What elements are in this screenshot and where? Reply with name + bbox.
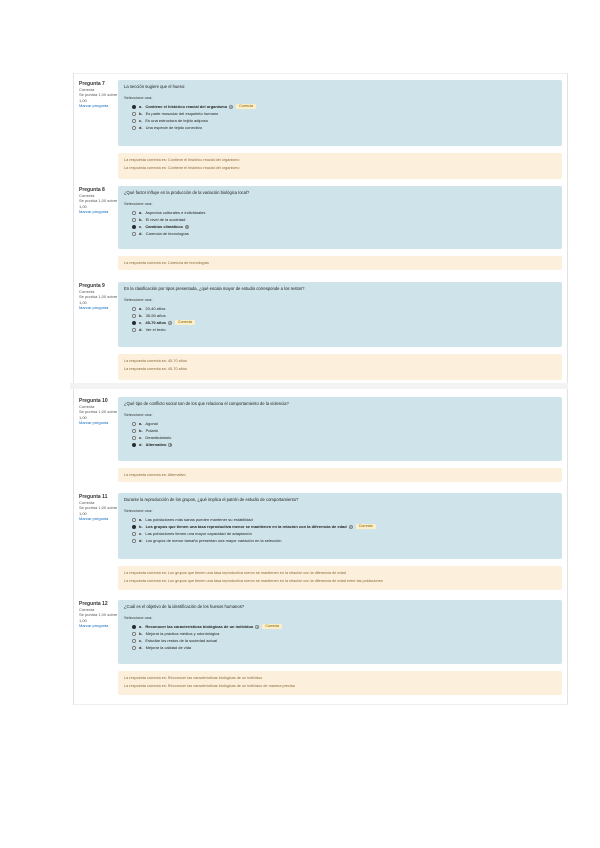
answer-option[interactable]: a. Reconocer las características biológicas de un individuo ✓ Correcta (132, 623, 556, 630)
check-icon: ✓ (230, 104, 233, 109)
question-number: Pregunta 9 (79, 283, 105, 289)
quiz-page-1 (73, 73, 568, 384)
correct-answer-text: La respuesta correcta es: Los grupos que tienen una tasa reproductiva menor se mantienen en la relación con la diferencia de edad entre las poblaciones (124, 579, 383, 583)
correct-answer-text: La respuesta correcta es: Carencia de tecnologías (124, 261, 209, 265)
radio-button[interactable] (132, 314, 136, 318)
radio-button[interactable] (132, 639, 136, 643)
answer-option[interactable]: c. 45-70 años ✓ Correcta (132, 319, 556, 326)
question-text: Durante la reproducción de los grupos, ¿qué implica el patrón de estudio de comportamiento? (124, 497, 299, 502)
check-icon: ✓ (169, 320, 172, 325)
radio-button[interactable] (132, 429, 136, 433)
question-formulation (118, 80, 562, 146)
question-score: Se puntúa 1,00 sobre 1,00 (79, 92, 118, 103)
question-score: Se puntúa 1,00 sobre 1,00 (79, 294, 118, 305)
answer-option[interactable]: d. Los grupos de menor tamaño presentan una mayor variación en la selección (132, 537, 556, 544)
answer-option[interactable]: c. Deambulatorio (132, 434, 556, 441)
check-icon: ✓ (256, 624, 259, 629)
radio-button[interactable] (132, 518, 136, 522)
radio-button[interactable] (132, 119, 136, 123)
answer-prompt: Seleccione una: (124, 508, 153, 513)
answer-prompt: Seleccione una: (124, 615, 153, 620)
answer-prompt: Seleccione una: (124, 95, 153, 100)
answer-prompt: Seleccione una: (124, 412, 153, 417)
question-status: Correcta (79, 500, 95, 506)
answer-option[interactable]: d. Carencia de tecnologías (132, 230, 556, 237)
cross-icon: ✕ (185, 224, 189, 229)
correct-answer-text: La respuesta correcta es: Los grupos que tienen una tasa reproductiva menor se mantienen en la relación con la diferencia de edad (124, 571, 346, 575)
answer-prompt: Seleccione una: (124, 201, 153, 206)
question-score: Se puntúa 1,00 sobre 1,00 (79, 409, 118, 420)
radio-button[interactable] (132, 436, 136, 440)
answer-option[interactable]: b. 35-50 años (132, 312, 556, 319)
radio-button[interactable] (132, 218, 136, 222)
question-info (79, 602, 119, 628)
question-number: Pregunta 10 (79, 398, 108, 404)
radio-button[interactable] (132, 105, 136, 109)
question-formulation (118, 282, 562, 347)
radio-button[interactable] (132, 646, 136, 650)
correct-answer-text: La respuesta correcta es: 45-70 años (124, 367, 187, 371)
answer-option[interactable]: a. Contiene el histórico reacial del organismo ✓ Correcta (132, 103, 556, 110)
question-feedback (118, 153, 562, 179)
answer-option[interactable]: b. Los grupos que tienen una tasa reproductiva menor se mantienen en la relación con la diferencia de edad ✓ Correcta (132, 523, 556, 530)
question-status: Correcta (79, 607, 95, 613)
question-feedback (118, 468, 562, 482)
quiz-page-2 (73, 389, 568, 705)
answer-list (124, 305, 556, 333)
radio-button[interactable] (132, 525, 136, 529)
question-text: La sección sugiere que el hueso: (124, 84, 186, 89)
radio-button[interactable] (132, 532, 136, 536)
question-score: Se puntúa 1,00 sobre 1,00 (79, 612, 118, 623)
flag-question-link[interactable]: Marcar pregunta (79, 419, 109, 425)
radio-button[interactable] (132, 443, 136, 447)
answer-list (124, 420, 556, 448)
flag-question-link[interactable]: Marcar pregunta (79, 208, 109, 214)
radio-button[interactable] (132, 539, 136, 543)
radio-button[interactable] (132, 225, 136, 229)
answer-option[interactable]: c. Estudiar los restos de la sociedad actual (132, 637, 556, 644)
question-info (79, 82, 119, 108)
correct-answer-text: La respuesta correcta es: Contiene el histórico reacial del organismo (124, 166, 240, 170)
correct-badge: Correcta (262, 624, 282, 629)
question-score: Se puntúa 1,00 sobre 1,00 (79, 505, 118, 516)
flag-question-link[interactable]: Marcar pregunta (79, 622, 109, 628)
correct-answer-text: La respuesta correcta es: Contiene el histórico reacial del organismo (124, 158, 240, 162)
radio-button[interactable] (132, 632, 136, 636)
answer-option[interactable]: d. Ver el texto (132, 326, 556, 333)
answer-option[interactable]: a. Las poblaciones más sanas pueden mantener su estabilidad (132, 516, 556, 523)
correct-answer-text: La respuesta correcta es: Reconocer las características biológicas de un individuo de manera precisa (124, 684, 295, 688)
answer-option[interactable]: d. Mejorar la calidad de vida (132, 644, 556, 651)
answer-option[interactable]: d. Una especie de tejido conectivo (132, 124, 556, 131)
question-feedback (118, 256, 562, 270)
question-text: ¿Qué factor influye en la producción de la variación biológica local? (124, 190, 250, 195)
correct-badge: Correcta (236, 104, 256, 109)
question-feedback (118, 566, 562, 590)
question-feedback (118, 354, 562, 380)
answer-list (124, 623, 556, 651)
flag-question-link[interactable]: Marcar pregunta (79, 515, 109, 521)
question-formulation (118, 600, 562, 664)
answer-list (124, 103, 556, 131)
radio-button[interactable] (132, 126, 136, 130)
correct-answer-text: La respuesta correcta es: Reconocer las características biológicas de un individuo (124, 676, 263, 680)
question-text: ¿Qué tipo de conflicto social son de los que relaciona el comportamiento de la violencia? (124, 401, 289, 406)
radio-button[interactable] (132, 321, 136, 325)
answer-option[interactable]: b. El nivel de la sociedad (132, 216, 556, 223)
answer-option[interactable]: b. Mejorar la práctica médica y odontológica (132, 630, 556, 637)
question-number: Pregunta 8 (79, 187, 105, 193)
radio-button[interactable] (132, 307, 136, 311)
flag-question-link[interactable]: Marcar pregunta (79, 102, 109, 108)
answer-list (124, 209, 556, 237)
answer-option[interactable]: c. Es una estructura de tejido adiposo (132, 117, 556, 124)
answer-prompt: Seleccione una: (124, 297, 153, 302)
question-formulation (118, 493, 562, 559)
question-status: Correcta (79, 289, 95, 295)
answer-option[interactable]: d. Alternativo ✕ (132, 441, 556, 448)
question-feedback (118, 671, 562, 695)
question-number: Pregunta 7 (79, 81, 105, 87)
check-icon: ✓ (349, 524, 353, 529)
answer-option[interactable]: a. 20-40 años (132, 305, 556, 312)
question-info (79, 284, 119, 310)
answer-option[interactable]: b. Es parte muscular del esqueleto humano (132, 110, 556, 117)
question-text: ¿Cuál es el objetivo de la identificación de los huesos humanos? (124, 604, 245, 609)
flag-question-link[interactable]: Marcar pregunta (79, 304, 109, 310)
answer-list (124, 516, 556, 544)
question-formulation (118, 186, 562, 249)
question-text: En la clasificación por tipos presentada, ¿qué escala mayor de estudio corresponde a los restos? (124, 286, 305, 291)
question-info (79, 188, 119, 214)
question-info (79, 495, 119, 521)
radio-button[interactable] (132, 625, 136, 629)
question-score: Se puntúa 1,00 sobre 1,00 (79, 198, 118, 209)
correct-answer-text: La respuesta correcta es: Alternativo (124, 473, 186, 477)
answer-option[interactable]: c. Cambios climáticos ✕ (132, 223, 556, 230)
answer-option[interactable]: a. Aspectos culturales e individuales (132, 209, 556, 216)
cross-icon: ✕ (169, 442, 172, 447)
radio-button[interactable] (132, 112, 136, 116)
answer-option[interactable]: c. Las poblaciones tienen una mayor capacidad de adaptación (132, 530, 556, 537)
answer-option[interactable]: a. Agonal (132, 420, 556, 427)
question-info (79, 399, 119, 425)
question-formulation (118, 397, 562, 461)
question-status: Correcta (79, 404, 95, 410)
correct-badge: Correcta (175, 320, 195, 325)
question-status: Correcta (79, 193, 95, 199)
radio-button[interactable] (132, 422, 136, 426)
question-status: Correcta (79, 87, 95, 93)
radio-button[interactable] (132, 211, 136, 215)
correct-answer-text: La respuesta correcta es: 45-70 años (124, 359, 187, 363)
question-number: Pregunta 11 (79, 494, 108, 500)
question-number: Pregunta 12 (79, 601, 108, 607)
radio-button[interactable] (132, 328, 136, 332)
correct-badge: Correcta (356, 524, 376, 529)
radio-button[interactable] (132, 232, 136, 236)
answer-option[interactable]: b. Polarió (132, 427, 556, 434)
